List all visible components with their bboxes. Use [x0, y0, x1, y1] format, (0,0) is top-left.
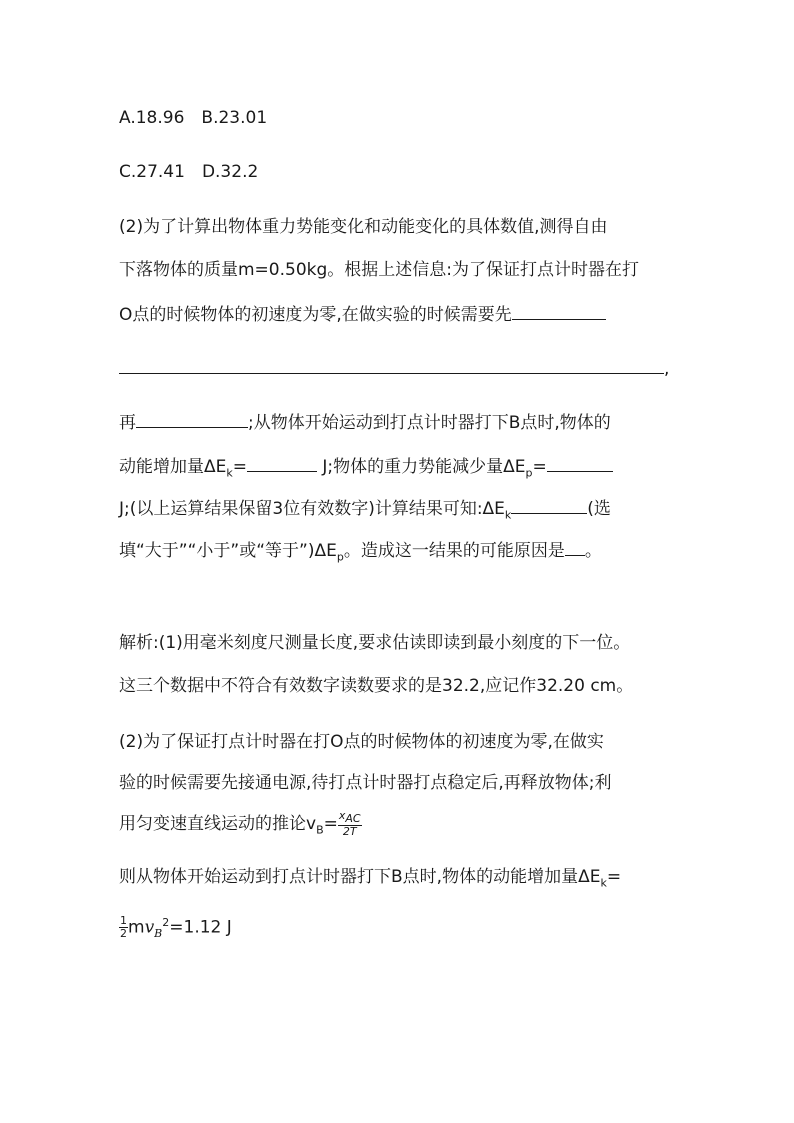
- fraction-denominator: 2: [120, 927, 127, 941]
- mass-symbol: m: [128, 917, 145, 938]
- question-part2-line-6: [119, 454, 613, 484]
- subscript: k: [600, 876, 607, 890]
- answer-blank-ek[interactable]: [247, 454, 317, 472]
- question-text: J;(以上运算结果保留3位有效数字)计算结果可知:ΔE: [119, 499, 505, 519]
- question-text: 动能增加量ΔE: [119, 457, 227, 477]
- velocity-fraction: [338, 810, 362, 838]
- question-part2-line-1: (2)为了计算出物体重力势能变化和动能变化的具体数值,测得自由: [119, 217, 608, 237]
- solution-line-4: 验的时候需要先接通电源,待打点计时器打点稳定后,再释放物体;利: [119, 773, 612, 793]
- answer-blank-ep[interactable]: [547, 454, 613, 472]
- subscript: B: [154, 927, 163, 941]
- question-text: ;从物体开始运动到打点计时器打下B点时,物体的: [248, 413, 611, 433]
- solution-line-6: [119, 866, 621, 894]
- solution-line-5: [119, 810, 362, 841]
- question-text: 再: [119, 413, 136, 433]
- answer-blank-1-continued[interactable]: [119, 356, 664, 374]
- fraction-denominator: 2T: [342, 825, 357, 839]
- question-part2-line-3: [119, 302, 606, 326]
- question-text: J;物体的重力势能减少量ΔE: [322, 457, 526, 477]
- solution-line-7: [119, 912, 232, 945]
- solution-line-3: (2)为了保证打点计时器在打O点的时候物体的初速度为零,在做实: [119, 732, 604, 752]
- result-value: =1.12 J: [169, 917, 232, 938]
- question-part2-line-4: [119, 356, 669, 380]
- solution-line-1: 解析:(1)用毫米刻度尺测量长度,要求估读即读到最小刻度的下一位。: [119, 633, 631, 653]
- question-part2-line-8: [119, 538, 602, 568]
- solution-text: 用匀变速直线运动的推论v: [119, 814, 317, 835]
- equals: =: [532, 457, 547, 477]
- answer-blank-compare[interactable]: [511, 496, 587, 514]
- question-text: (选: [587, 499, 611, 519]
- solution-line-2: 这三个数据中不符合有效数字读数要求的是32.2,应记作32.20 cm。: [119, 676, 634, 696]
- subscript: p: [336, 550, 344, 564]
- answer-blank-1[interactable]: [512, 302, 606, 320]
- question-part2-line-7: [119, 496, 611, 526]
- question-text: 填“大于”“小于”或“等于”)ΔE: [119, 541, 337, 561]
- subscript: AC: [345, 812, 361, 826]
- subscript: B: [316, 823, 324, 837]
- fraction-numerator: 1: [120, 914, 127, 928]
- question-text: 。造成这一结果的可能原因是: [343, 541, 565, 561]
- option-line-2: C.27.41 D.32.2: [119, 162, 259, 182]
- comma: ,: [664, 359, 670, 379]
- fraction-numerator: [338, 810, 362, 826]
- equals: =: [606, 867, 622, 887]
- solution-text: 则从物体开始运动到打点计时器打下B点时,物体的动能增加量ΔE: [119, 867, 601, 887]
- answer-blank-reason[interactable]: [565, 538, 585, 556]
- velocity-symbol: v: [144, 917, 155, 938]
- equals: =: [323, 814, 338, 835]
- answer-blank-2[interactable]: [136, 410, 248, 428]
- superscript: 2: [162, 916, 170, 929]
- option-line-1: A.18.96 B.23.01: [119, 108, 268, 128]
- subscript: p: [525, 466, 533, 480]
- question-part2-line-2: 下落物体的质量m=0.50kg。根据上述信息:为了保证打点计时器在打: [119, 260, 640, 280]
- question-text: O点的时候物体的初速度为零,在做实验的时候需要先: [119, 305, 512, 325]
- half-fraction: [119, 915, 128, 940]
- equals: =: [232, 457, 247, 477]
- question-part2-line-5: [119, 410, 611, 434]
- subscript: k: [504, 508, 512, 522]
- subscript: k: [226, 466, 233, 480]
- numerator-variable: x: [338, 809, 346, 822]
- period: 。: [584, 541, 602, 561]
